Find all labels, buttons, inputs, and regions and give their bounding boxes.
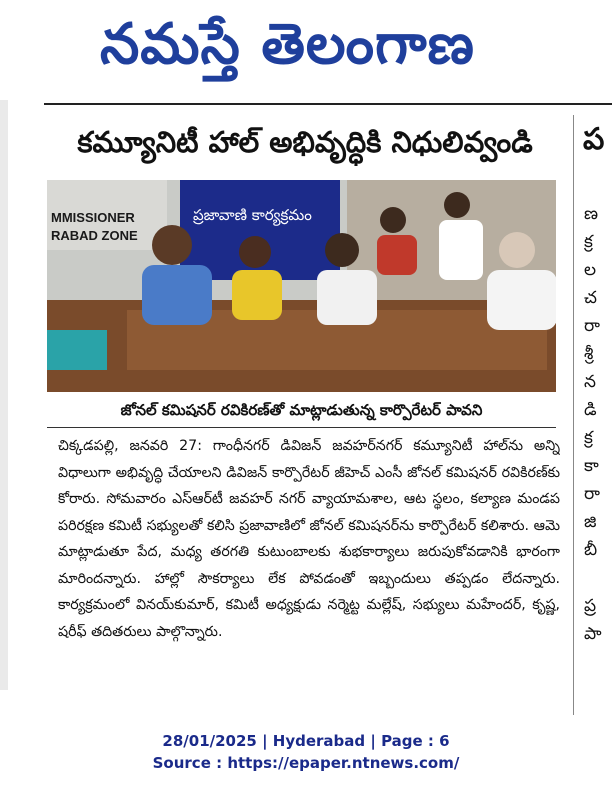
article-headline: కమ్యూనిటీ హాల్ అభివృద్ధికి నిధులివ్వండి (77, 125, 533, 159)
page-edge-strip (0, 100, 8, 690)
photo-banner-text: ప్రజావాణి కార్యక్రమం (193, 206, 312, 224)
neighbor-line: ణ (584, 204, 599, 224)
neighbor-line: పా (584, 624, 602, 644)
neighbor-headline-fragment: ప (583, 122, 605, 157)
neighbor-column (584, 200, 612, 700)
footer-date-edition: 28/01/2025 | Hyderabad | Page : 6 (162, 732, 450, 750)
neighbor-line: క్ర (584, 428, 593, 448)
meeting-photo-illustration (47, 180, 556, 392)
article-body: చిక్కడపల్లి, జనవరి 27: గాంధీనగర్ డివిజన్ జవహర్‌నగర్ కమ్యూనిటీ హాల్‌ను అన్ని విధాలుగా అభివృద్ధి చేయాలని డివిజన్ కార్పొరేటర్ జీహెచ్ ఎంసీ జోనల్ కమిషనర్ రవికిరణ్‌కు కోరారు. సోమవారం ఎస్‌ఆర్‌టీ జవహర్ నగర్ వ్యాయామశాల, ఆట స్థలం, కల్యాణ మండప పరిరక్షణ కమిటీ సభ్యులతో కలిసి ప్రజావాణిలో జోనల్ కమిషనర్‌ను కార్పొరేటర్ కలిశారు. ఆమె మాట్లాడుతూ పేద, మధ్య తరగతి కుటుంబాలకు శుభకార్యాలు జరుపుకోవడానికి భారంగా మారిందన్నారు. హాల్లో సౌకర్యాలు లేక పోవడంతో ఇబ్బందులు తప్పడం లేదన్నారు. కార్యక్రమంలో వినయ్‌కుమార్, కమిటీ అధ్యక్షుడు నర్మెట్ట మల్లేష్, సభ్యులు మహేందర్, కృష్ణ, షరీఫ్ తదితరులు పాల్గొన్నారు. (58, 438, 560, 640)
neighbor-line: రా (584, 484, 600, 504)
caption-rule (47, 427, 556, 428)
newspaper-title: నమస్తే తెలంగాణ (100, 11, 475, 77)
neighbor-line: బీ (584, 540, 598, 560)
masthead (0, 0, 612, 90)
neighbor-line: చ (584, 288, 597, 308)
page-footer (0, 730, 612, 780)
neighbor-line: శ్రీ (584, 344, 594, 364)
neighbor-line: జి (584, 512, 597, 532)
photo-caption: జోనల్ కమిషనర్ రవికిరణ్‌తో మాట్లాడుతున్న కార్పొరేటర్ పావని (120, 401, 483, 419)
neighbor-line (584, 564, 612, 592)
neighbor-line: క్ర (584, 232, 593, 252)
footer-source: Source : https://epaper.ntnews.com/ (152, 754, 460, 772)
neighbor-line: డి (584, 400, 597, 420)
neighbor-line: న (584, 372, 596, 392)
photo-sign-line1: MMISSIONER (51, 210, 135, 225)
neighbor-line: కా (584, 456, 599, 476)
article-photo (47, 180, 556, 392)
section-rule (44, 103, 612, 105)
neighbor-line: రా (584, 316, 600, 336)
column-divider (573, 115, 574, 715)
photo-sign-line2: RABAD ZONE (51, 228, 138, 243)
neighbor-line: ప్ర (584, 596, 597, 616)
neighbor-line: ల (584, 260, 597, 280)
